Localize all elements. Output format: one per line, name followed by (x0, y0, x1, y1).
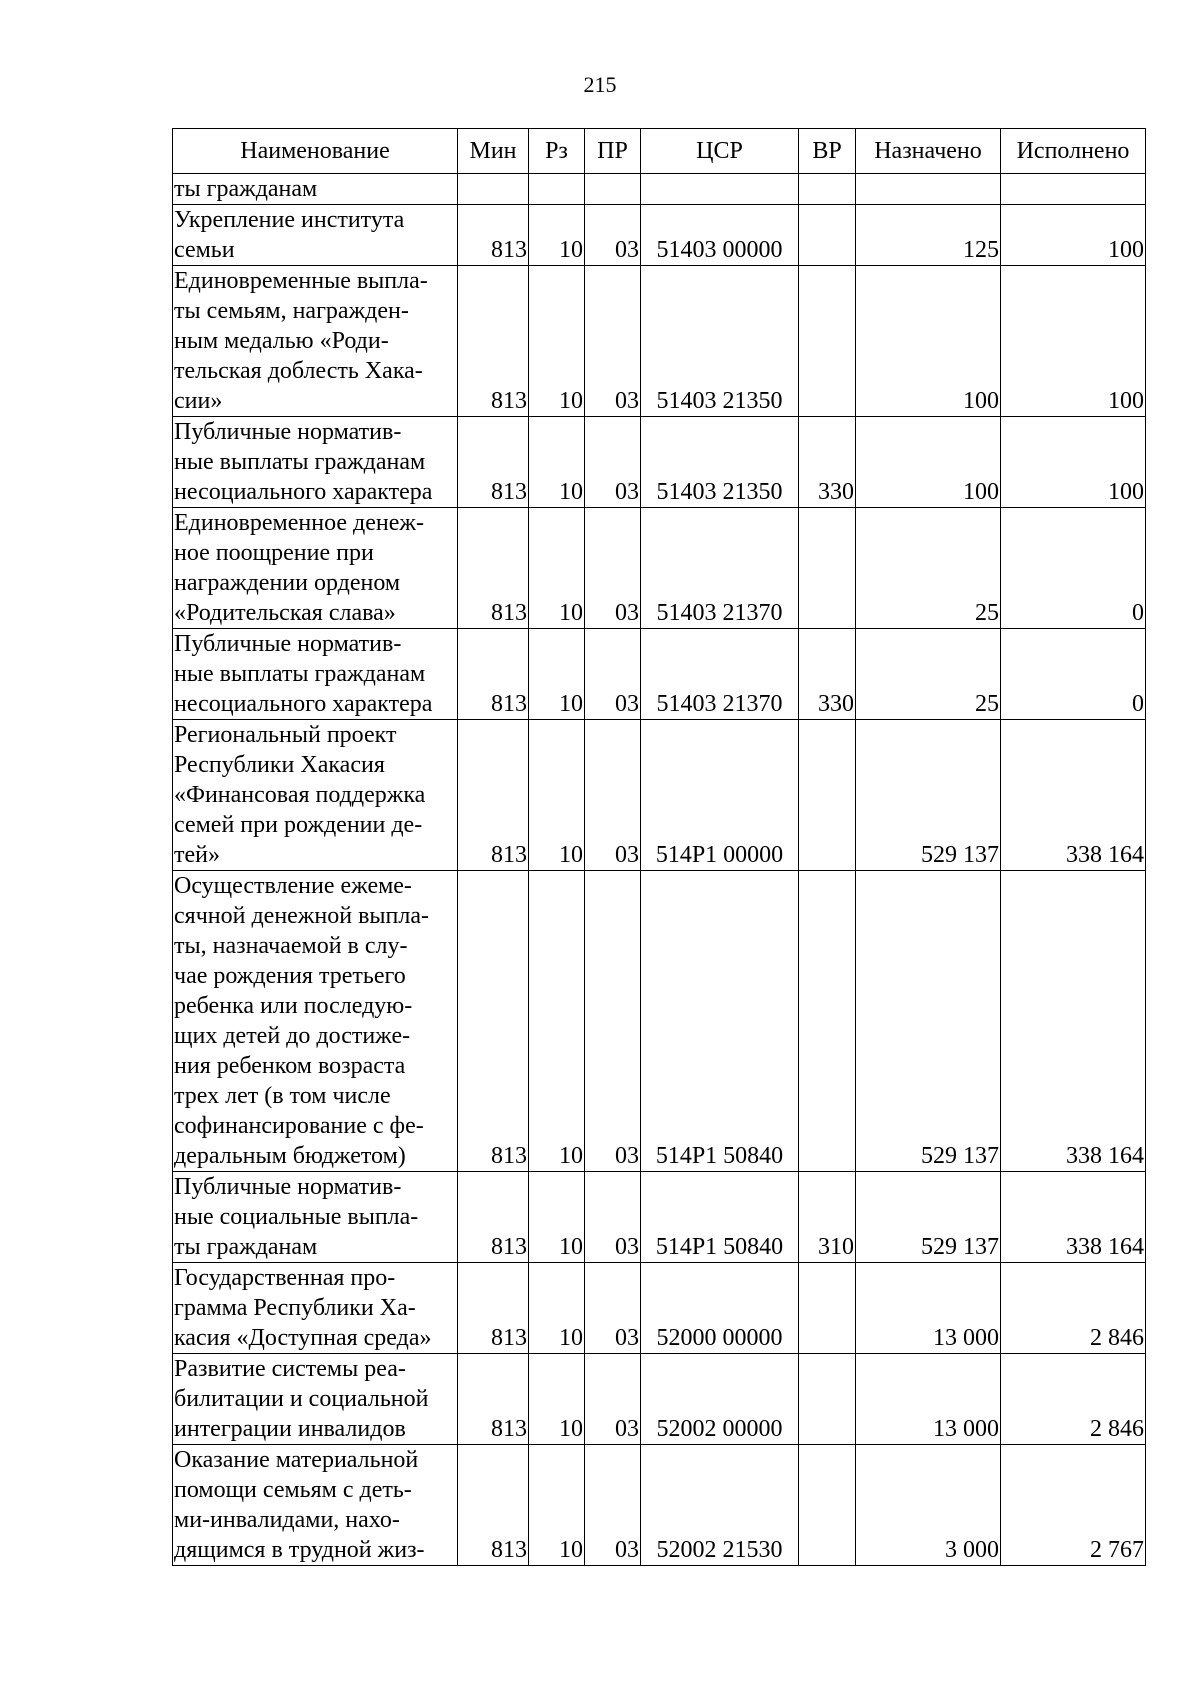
cell-assigned: 13 000 (856, 1354, 1001, 1445)
cell-executed: 2 846 (1001, 1354, 1146, 1445)
cell-executed: 100 (1001, 205, 1146, 266)
cell-executed: 2 846 (1001, 1263, 1146, 1354)
cell-executed: 338 164 (1001, 871, 1146, 1172)
table-row (173, 266, 1146, 417)
cell-min: 813 (458, 266, 529, 417)
cell-vr: 330 (799, 629, 856, 720)
table-row (173, 174, 1146, 205)
cell-name: Оказание материальной помощи семьям с деть- ми-инвалидами, нахо- дящимся в трудной жиз- (173, 1445, 458, 1566)
cell-executed: 100 (1001, 266, 1146, 417)
cell-name: ты гражданам (173, 174, 458, 205)
cell-csr: 514P1 50840 (641, 1172, 799, 1263)
cell-pr: 03 (585, 266, 641, 417)
cell-name: Государственная про- грамма Республики Ха- касия «Доступная среда» (173, 1263, 458, 1354)
cell-csr: 51403 21350 (641, 266, 799, 417)
column-header-name: Наименование (173, 129, 458, 174)
cell-min: 813 (458, 1172, 529, 1263)
cell-pr: 03 (585, 1445, 641, 1566)
cell-assigned: 529 137 (856, 1172, 1001, 1263)
cell-pr: 03 (585, 1172, 641, 1263)
cell-rz: 10 (529, 871, 585, 1172)
table-body (173, 174, 1146, 1566)
cell-executed: 0 (1001, 508, 1146, 629)
cell-vr: 330 (799, 417, 856, 508)
column-header-assigned: Назначено (856, 129, 1001, 174)
cell-csr: 51403 00000 (641, 205, 799, 266)
cell-min: 813 (458, 1445, 529, 1566)
cell-name: Публичные норматив- ные выплаты гражданам несоциального характера (173, 629, 458, 720)
cell-name: Единовременные выпла- ты семьям, награжден- ным медалью «Роди- тельская доблесть Хака- сии» (173, 266, 458, 417)
cell-min: 813 (458, 417, 529, 508)
table-row (173, 508, 1146, 629)
cell-csr (641, 174, 799, 205)
cell-assigned: 25 (856, 629, 1001, 720)
cell-rz: 10 (529, 205, 585, 266)
cell-min: 813 (458, 629, 529, 720)
cell-rz: 10 (529, 417, 585, 508)
cell-min (458, 174, 529, 205)
cell-min: 813 (458, 1354, 529, 1445)
cell-executed: 2 767 (1001, 1445, 1146, 1566)
table-row (173, 1263, 1146, 1354)
cell-assigned: 100 (856, 417, 1001, 508)
cell-pr: 03 (585, 417, 641, 508)
cell-csr: 51403 21370 (641, 629, 799, 720)
column-header-min: Мин (458, 129, 529, 174)
cell-rz (529, 174, 585, 205)
cell-pr: 03 (585, 720, 641, 871)
cell-name: Осуществление ежеме- сячной денежной выпла- ты, назначаемой в слу- чае рождения третьего ребенка или последую- щих детей до достиже- ния ребенком возраста трех лет (в том числе софинансирование с фе- деральным бюджетом) (173, 871, 458, 1172)
cell-assigned: 125 (856, 205, 1001, 266)
table-row (173, 720, 1146, 871)
cell-rz: 10 (529, 508, 585, 629)
cell-assigned: 529 137 (856, 720, 1001, 871)
cell-assigned: 13 000 (856, 1263, 1001, 1354)
cell-vr (799, 508, 856, 629)
cell-vr (799, 1263, 856, 1354)
column-header-rz: Рз (529, 129, 585, 174)
table-row (173, 1354, 1146, 1445)
cell-csr: 52002 21530 (641, 1445, 799, 1566)
cell-name: Публичные норматив- ные социальные выпла- ты гражданам (173, 1172, 458, 1263)
cell-name: Региональный проект Республики Хакасия «Финансовая поддержка семей при рождении де- тей» (173, 720, 458, 871)
cell-pr: 03 (585, 871, 641, 1172)
column-header-vr: ВР (799, 129, 856, 174)
cell-rz: 10 (529, 1263, 585, 1354)
cell-rz: 10 (529, 1172, 585, 1263)
cell-vr (799, 1445, 856, 1566)
cell-name: Единовременное денеж- ное поощрение при награждении орденом «Родительская слава» (173, 508, 458, 629)
cell-vr (799, 720, 856, 871)
column-header-csr: ЦСР (641, 129, 799, 174)
cell-rz: 10 (529, 629, 585, 720)
cell-assigned: 3 000 (856, 1445, 1001, 1566)
cell-rz: 10 (529, 1354, 585, 1445)
cell-vr (799, 205, 856, 266)
page-number: 215 (583, 72, 617, 97)
cell-executed: 338 164 (1001, 1172, 1146, 1263)
cell-name: Развитие системы реа- билитации и социальной интеграции инвалидов (173, 1354, 458, 1445)
cell-executed (1001, 174, 1146, 205)
column-header-pr: ПР (585, 129, 641, 174)
cell-rz: 10 (529, 720, 585, 871)
table-row (173, 871, 1146, 1172)
cell-csr: 52002 00000 (641, 1354, 799, 1445)
cell-csr: 51403 21370 (641, 508, 799, 629)
cell-csr: 514P1 00000 (641, 720, 799, 871)
table-row (173, 1445, 1146, 1566)
cell-assigned: 100 (856, 266, 1001, 417)
budget-table (172, 128, 1146, 1566)
cell-csr: 52000 00000 (641, 1263, 799, 1354)
cell-vr (799, 871, 856, 1172)
cell-name: Укрепление института семьи (173, 205, 458, 266)
cell-rz: 10 (529, 1445, 585, 1566)
cell-pr: 03 (585, 1354, 641, 1445)
cell-assigned: 25 (856, 508, 1001, 629)
cell-pr: 03 (585, 629, 641, 720)
cell-csr: 514P1 50840 (641, 871, 799, 1172)
cell-csr: 51403 21350 (641, 417, 799, 508)
cell-pr: 03 (585, 1263, 641, 1354)
cell-assigned: 529 137 (856, 871, 1001, 1172)
cell-rz: 10 (529, 266, 585, 417)
cell-min: 813 (458, 871, 529, 1172)
cell-min: 813 (458, 1263, 529, 1354)
cell-vr (799, 266, 856, 417)
cell-vr (799, 1354, 856, 1445)
cell-min: 813 (458, 205, 529, 266)
cell-name: Публичные норматив- ные выплаты гражданам несоциального характера (173, 417, 458, 508)
table-header-row (173, 129, 1146, 174)
table-row (173, 1172, 1146, 1263)
cell-assigned (856, 174, 1001, 205)
table-row (173, 417, 1146, 508)
table-row (173, 629, 1146, 720)
cell-pr (585, 174, 641, 205)
cell-vr (799, 174, 856, 205)
cell-min: 813 (458, 508, 529, 629)
cell-executed: 100 (1001, 417, 1146, 508)
table-row (173, 205, 1146, 266)
cell-pr: 03 (585, 508, 641, 629)
cell-executed: 338 164 (1001, 720, 1146, 871)
cell-executed: 0 (1001, 629, 1146, 720)
cell-vr: 310 (799, 1172, 856, 1263)
column-header-executed: Исполнено (1001, 129, 1146, 174)
cell-pr: 03 (585, 205, 641, 266)
cell-min: 813 (458, 720, 529, 871)
